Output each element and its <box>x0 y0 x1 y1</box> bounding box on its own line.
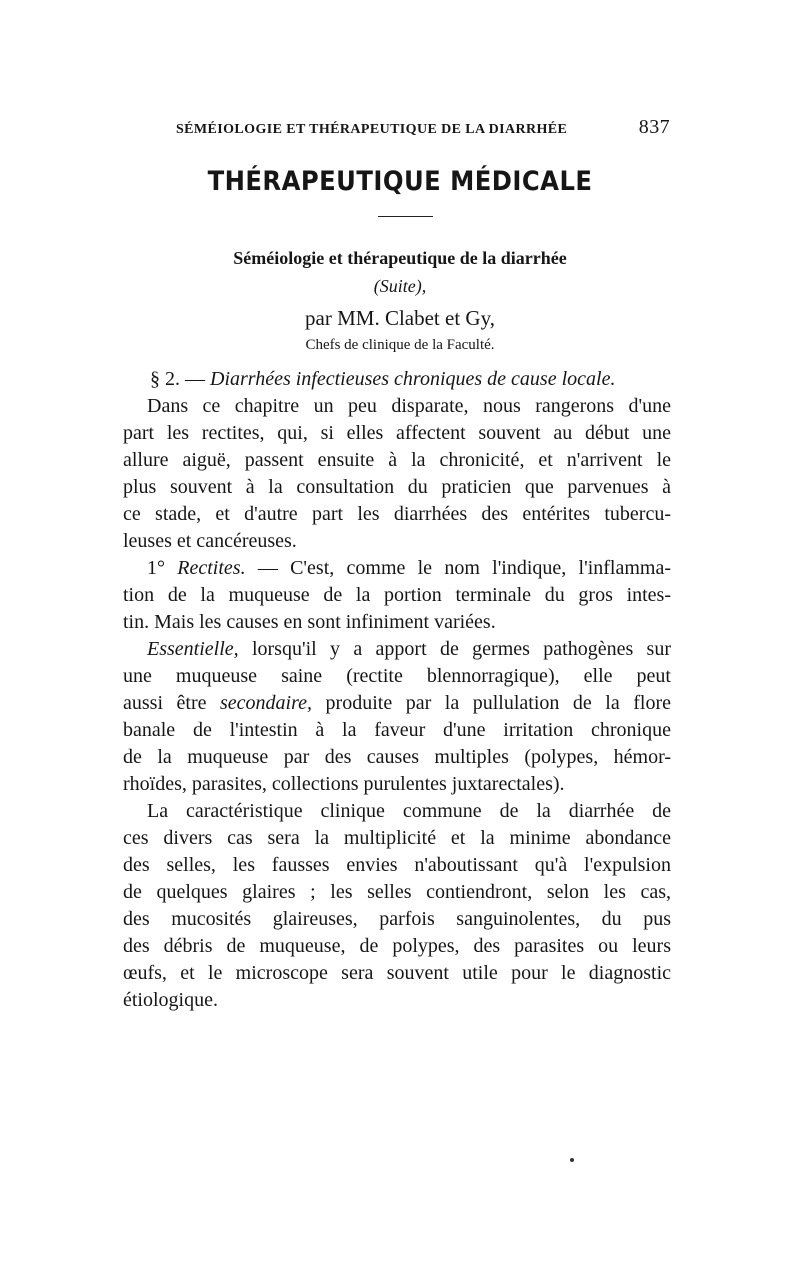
body-line: allure aiguë, passent ensuite à la chronicité, et n'arrivent le <box>123 449 671 471</box>
italic-term: Essentielle, <box>147 638 239 660</box>
body-line: rhoïdes, parasites, collections purulentes juxtarectales). <box>123 773 565 795</box>
body-line: ce stade, et d'autre part les diarrhées des entérites tubercu- <box>123 503 671 525</box>
body-line: étiologique. <box>123 989 218 1011</box>
body-line: des mucosités glaireuses, parfois sanguinolentes, du pus <box>123 908 671 930</box>
body-line: ces divers cas sera la multiplicité et la minime abondance <box>123 827 671 849</box>
subsection-number: § 2. — <box>150 368 205 390</box>
body-line: plus souvent à la consultation du praticien que parvenues à <box>123 476 671 498</box>
body-line: part les rectites, qui, si elles affectent souvent au début une <box>123 422 671 444</box>
subsection-title: Diarrhées infectieuses chroniques de cause locale. <box>210 368 616 390</box>
body-line: œufs, et le microscope sera souvent utile pour le diagnostic <box>123 962 671 984</box>
article-suite <box>0 276 800 297</box>
body-line: tion de la muqueuse de la portion terminale du gros intes- <box>123 584 671 606</box>
italic-term: secondaire, <box>220 692 313 714</box>
running-head-title: SÉMÉIOLOGIE ET THÉRAPEUTIQUE DE LA DIARRHÉE <box>176 122 568 137</box>
italic-term: Rectites. <box>177 557 246 579</box>
body-line: leuses et cancéreuses. <box>123 530 297 552</box>
subsection-heading <box>150 368 615 391</box>
section-title: THÉRAPEUTIQUE MÉDICALE <box>207 166 593 197</box>
ink-speck <box>570 1158 574 1162</box>
suite-text: (Suite), <box>373 276 427 296</box>
body-line: Dans ce chapitre un peu disparate, nous rangerons d'une <box>147 395 671 417</box>
body-line: de quelques glaires ; les selles contiendront, selon les cas, <box>123 881 671 903</box>
body-line: des débris de muqueuse, de polypes, des parasites ou leurs <box>123 935 671 957</box>
body-line: banale de l'intestin à la faveur d'une irritation chronique <box>123 719 671 741</box>
running-head <box>176 116 670 139</box>
article-affiliation: Chefs de clinique de la Faculté. <box>305 337 495 353</box>
body-line: aussi être secondaire, produite par la pullulation de la flore <box>123 692 671 714</box>
body-line: Essentielle, lorsqu'il y a apport de germes pathogènes sur <box>147 638 671 660</box>
body-line: tin. Mais les causes en sont infiniment variées. <box>123 611 496 633</box>
body-line: une muqueuse saine (rectite blennorragique), elle peut <box>123 665 671 687</box>
body-line: de la muqueuse par des causes multiples (polypes, hémor- <box>123 746 671 768</box>
article-byline: par MM. Clabet et Gy, <box>305 306 495 330</box>
article-title: Séméiologie et thérapeutique de la diarrhée <box>233 248 567 268</box>
body-line: 1° Rectites. — C'est, comme le nom l'indique, l'inflamma- <box>147 557 671 579</box>
page-number: 837 <box>638 116 670 138</box>
title-rule <box>378 216 433 217</box>
body-line: La caractéristique clinique commune de la diarrhée de <box>147 800 671 822</box>
body-line: des selles, les fausses envies n'aboutissant qu'à l'expulsion <box>123 854 671 876</box>
